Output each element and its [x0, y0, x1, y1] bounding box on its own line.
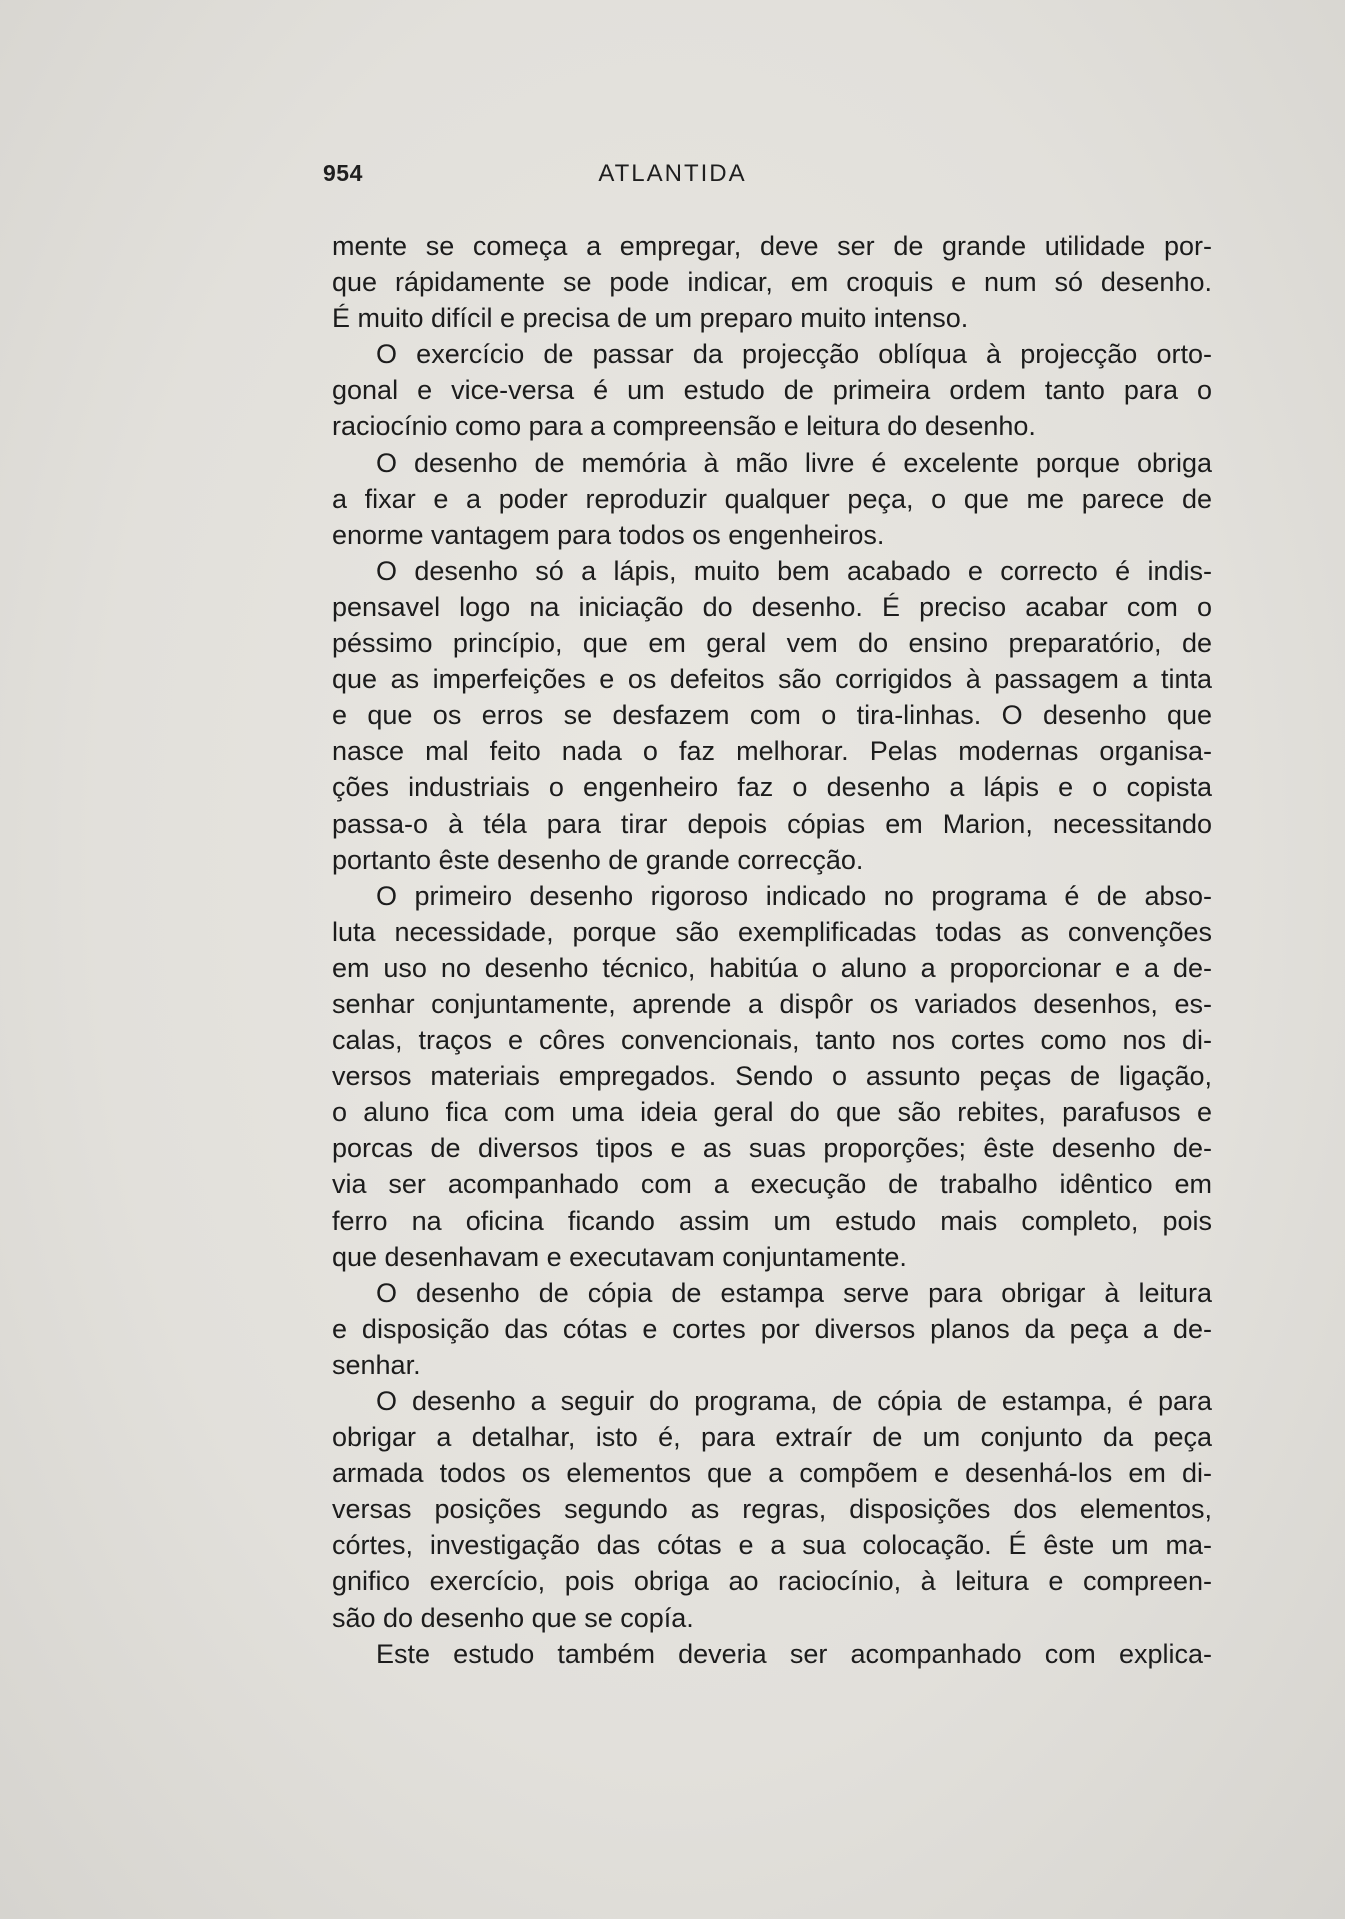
- text-line: que desenhavam e executavam conjuntamente.: [332, 1241, 907, 1272]
- text-line: porcas de diversos tipos e as suas proporções; êste desenho de-: [332, 1133, 1212, 1164]
- text-line: É muito difícil e precisa de um preparo muito intenso.: [332, 303, 969, 334]
- text-line: em uso no desenho técnico, habitúa o aluno a proporcionar e a de-: [332, 952, 1212, 983]
- text-line: O exercício de passar da projecção oblíqua à projecção orto-: [376, 339, 1212, 370]
- text-line: e que os erros se desfazem com o tira-linhas. O desenho que: [332, 700, 1212, 731]
- text-line: calas, traços e côres convencionais, tanto nos cortes como nos di-: [332, 1025, 1212, 1056]
- text-line: mente se começa a empregar, deve ser de grande utilidade por-: [332, 231, 1212, 261]
- text-line: obrigar a detalhar, isto é, para extraír de um conjunto da peça: [332, 1422, 1212, 1453]
- text-line: pensavel logo na iniciação do desenho. É preciso acabar com o: [332, 591, 1212, 622]
- text-line: enorme vantagem para todos os engenheiros.: [332, 519, 885, 550]
- body-text: [332, 228, 1212, 1672]
- text-line: portanto êste desenho de grande correcção.: [332, 844, 864, 875]
- text-line: versas posições segundo as regras, disposições dos elementos,: [332, 1494, 1212, 1525]
- text-line: ções industriais o engenheiro faz o desenho a lápis e o copista: [332, 772, 1212, 803]
- text-line: Este estudo também deveria ser acompanhado com explica-: [376, 1638, 1212, 1669]
- text-line: O desenho de memória à mão livre é excelente porque obriga: [376, 447, 1212, 478]
- text-line: o aluno fica com uma ideia geral do que são rebites, parafusos e: [332, 1097, 1212, 1128]
- page-number: 954: [323, 160, 363, 186]
- text-line: são do desenho que se copía.: [332, 1602, 694, 1633]
- text-line: versos materiais empregados. Sendo o assunto peças de ligação,: [332, 1061, 1212, 1092]
- text-line: nasce mal feito nada o faz melhorar. Pelas modernas organisa-: [332, 736, 1212, 767]
- text-line: O desenho de cópia de estampa serve para obrigar à leitura: [376, 1277, 1212, 1308]
- running-title: ATLANTIDA: [598, 160, 747, 187]
- text-line: que as imperfeições e os defeitos são corrigidos à passagem a tinta: [332, 664, 1212, 695]
- text-line: e disposição das cótas e cortes por diversos planos da peça a de-: [332, 1313, 1212, 1344]
- text-line: péssimo princípio, que em geral vem do ensino preparatório, de: [332, 628, 1212, 659]
- text-line: senhar.: [332, 1349, 421, 1380]
- text-line: gonal e vice-versa é um estudo de primeira ordem tanto para o: [332, 375, 1212, 406]
- text-line: que rápidamente se pode indicar, em croquis e num só desenho.: [332, 267, 1212, 298]
- text-line: a fixar e a poder reproduzir qualquer peça, o que me parece de: [332, 483, 1212, 514]
- page-header: [0, 160, 1345, 200]
- text-line: senhar conjuntamente, aprende a dispôr os variados desenhos, es-: [332, 988, 1212, 1019]
- text-line: passa-o à téla para tirar depois cópias em Marion, necessitando: [332, 808, 1212, 839]
- text-line: gnifico exercício, pois obriga ao raciocínio, à leitura e compreen-: [332, 1566, 1212, 1597]
- text-line: via ser acompanhado com a execução de trabalho idêntico em: [332, 1169, 1212, 1200]
- text-line: ferro na oficina ficando assim um estudo mais completo, pois: [332, 1205, 1212, 1236]
- text-line: O primeiro desenho rigoroso indicado no programa é de abso-: [376, 880, 1212, 911]
- text-line: luta necessidade, porque são exemplificadas todas as convenções: [332, 916, 1212, 947]
- text-line: córtes, investigação das cótas e a sua colocação. É êste um ma-: [332, 1530, 1212, 1561]
- text-line: O desenho só a lápis, muito bem acabado e correcto é indis-: [376, 555, 1212, 586]
- text-line: raciocínio como para a compreensão e leitura do desenho.: [332, 411, 1036, 442]
- text-line: O desenho a seguir do programa, de cópia de estampa, é para: [376, 1386, 1212, 1416]
- text-line: armada todos os elementos que a compõem e desenhá-los em di-: [332, 1458, 1212, 1489]
